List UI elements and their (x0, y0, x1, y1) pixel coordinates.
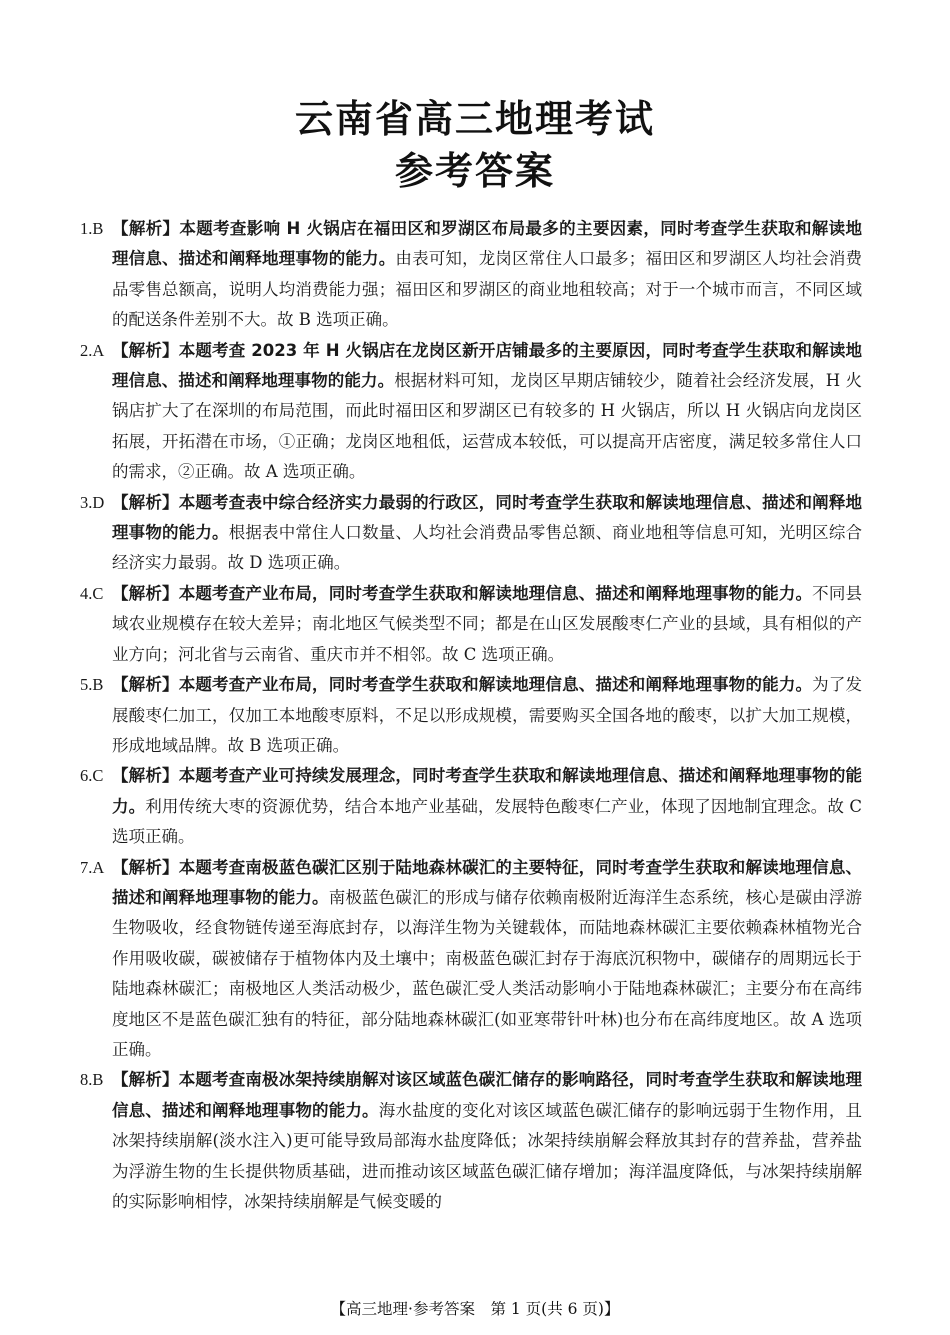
analysis-tag: 【解析】 (112, 857, 179, 877)
answer-number: 4.C (80, 583, 104, 603)
answer-explanation: 为了发展酸枣仁加工，仅加工本地酸枣原料，不足以形成规模，需要购买全国各地的酸枣，以扩大加工规模，形成地域品牌。故 B 选项正确。 (112, 675, 863, 755)
answer-explanation: 利用传统大枣的资源优势，结合本地产业基础，发展特色酸枣仁产业，体现了因地制宜理念。故 C 选项正确。 (112, 796, 863, 847)
answer-number: 2.A (80, 340, 105, 360)
answer-focus: 本题考查产业可持续发展理念，同时考查学生获取和解读地理信息、描述和阐释地理事物的能力。 (112, 766, 863, 816)
answer-number: 8.B (80, 1070, 104, 1090)
analysis-tag: 【解析】 (112, 492, 179, 512)
answer-number: 1.B (80, 219, 104, 238)
answer-explanation: 由表可知，龙岗区常住人口最多；福田区和罗湖区人均社会消费品零售总额高，说明人均消费能力强；福田区和罗湖区的商业地租较高；对于一个城市而言，不同区域的配送条件差别不大。故 B 选项正确。 (112, 249, 863, 330)
analysis-tag: 【解析】 (112, 766, 179, 786)
answer-explanation: 海水盐度的变化对该区域蓝色碳汇储存的影响远弱于生物作用，且冰架持续崩解(淡水注入)更可能导致局部海水盐度降低；冰架持续崩解会释放其封存的营养盐，营养盐为浮游生物的生长提供物质基础，进而推动该区域蓝色碳汇储存增加；海洋温度降低，与冰架持续崩解的实际影响相悖，冰架持续崩解是气候变暖的 (112, 1100, 863, 1211)
document-title: 云南省高三地理考试 (294, 97, 655, 141)
document-subtitle: 参考答案 (394, 149, 555, 193)
answer-focus: 本题考查 2023 年 H 火锅店在龙岗区新开店铺最多的主要原因，同时考查学生获取和解读地理信息、描述和阐释地理事物的能力。 (112, 340, 863, 391)
answer-focus: 本题考查南极冰架持续崩解对该区域蓝色碳汇储存的影响路径，同时考查学生获取和解读地理信息、描述和阐释地理事物的能力。 (112, 1070, 863, 1120)
answer-item (80, 488, 862, 579)
answer-item (80, 853, 862, 1066)
analysis-tag: 【解析】 (112, 583, 179, 603)
answer-focus: 本题考查产业布局，同时考查学生获取和解读地理信息、描述和阐释地理事物的能力。 (178, 675, 813, 695)
answer-focus: 本题考查影响 H 火锅店在福田区和罗湖区布局最多的主要因素，同时考查学生获取和解读地理信息、描述和阐释地理事物的能力。 (112, 219, 862, 269)
answer-explanation: 不同县域农业规模存在较大差异；南北地区气候类型不同；都是在山区发展酸枣仁产业的县域，具有相似的产业方向；河北省与云南省、重庆市并不相邻。故 C 选项正确。 (112, 583, 863, 664)
answer-number: 3.D (80, 492, 105, 512)
answer-item (80, 1065, 862, 1217)
answer-focus: 本题考查表中综合经济实力最弱的行政区，同时考查学生获取和解读地理信息、描述和阐释地理事物的能力。 (112, 492, 863, 543)
answer-explanation: 根据表中常住人口数量、人均社会消费品零售总额、商业地租等信息可知，光明区综合经济实力最弱。故 D 选项正确。 (112, 523, 863, 573)
page-footer: 【高三地理·参考答案 第 1 页(共 6 页)】 (330, 1300, 620, 1318)
answer-number: 7.A (80, 857, 105, 877)
answer-explanation: 根据材料可知，龙岗区早期店铺较少，随着社会经济发展，H 火锅店扩大了在深圳的布局范围，而此时福田区和罗湖区已有较多的 H 火锅店，所以 H 火锅店向龙岗区拓展，开拓潜在市场，①正确；龙岗区地租低，运营成本较低，可以提高开店密度，满足较多常住人口的需求，②正确。故 A 选项正确。 (112, 371, 862, 482)
answer-item (80, 214, 862, 336)
answer-list (80, 214, 862, 1217)
analysis-tag: 【解析】 (112, 675, 179, 695)
analysis-tag: 【解析】 (112, 1070, 179, 1090)
answer-explanation: 南极蓝色碳汇的形成与储存依赖南极附近海洋生态系统，核心是碳由浮游生物吸收，经食物链传递至海底封存，以海洋生物为关键载体，而陆地森林碳汇主要依赖森林植物光合作用吸收碳，碳被储存于植物体内及土壤中；南极蓝色碳汇封存于海底沉积物中，碳储存的周期远长于陆地森林碳汇；南极地区人类活动极少，蓝色碳汇受人类活动影响小于陆地森林碳汇；主要分布在高纬度地区不是蓝色碳汇独有的特征，部分陆地森林碳汇(如亚寒带针叶林)也分布在高纬度地区。故 A 选项正确。 (112, 887, 863, 1059)
analysis-tag: 【解析】 (112, 219, 180, 238)
answer-item (80, 579, 862, 670)
answer-item (80, 761, 862, 852)
answer-item (80, 670, 862, 761)
analysis-tag: 【解析】 (112, 340, 179, 360)
answer-focus: 本题考查南极蓝色碳汇区别于陆地森林碳汇的主要特征，同时考查学生获取和解读地理信息、描述和阐释地理事物的能力。 (112, 857, 863, 907)
answer-number: 6.C (80, 766, 104, 786)
answer-item (80, 336, 862, 488)
answer-number: 5.B (80, 675, 104, 695)
answer-focus: 本题考查产业布局，同时考查学生获取和解读地理信息、描述和阐释地理事物的能力。 (178, 583, 813, 603)
